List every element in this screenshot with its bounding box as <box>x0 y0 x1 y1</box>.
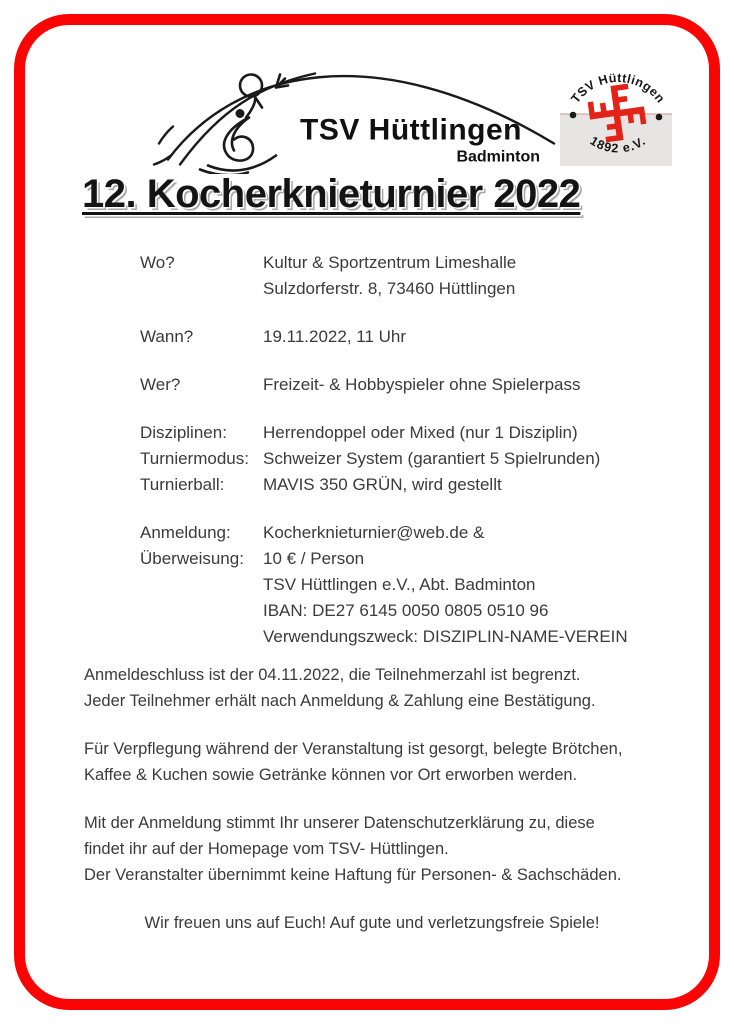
closing-line: Wir freuen uns auf Euch! Auf gute und verletzungsfreie Spiele! <box>144 914 600 932</box>
info-row <box>140 250 628 276</box>
paragraph-line: Der Veranstalter übernimmt keine Haftung für Personen- & Sachschäden. <box>84 866 622 884</box>
info-value: MAVIS 350 GRÜN, wird gestellt <box>263 475 502 494</box>
info-label <box>140 276 263 302</box>
info-row <box>140 276 628 302</box>
info-value: Sulzdorferstr. 8, 73460 Hüttlingen <box>263 279 516 298</box>
info-label <box>140 624 263 650</box>
badge-arc-bottom-text: 1892 e.V. <box>587 133 649 156</box>
info-value: 10 € / Person <box>263 549 365 568</box>
info-group-wer <box>140 372 628 398</box>
info-row <box>140 598 628 624</box>
club-badge-icon <box>556 50 680 176</box>
info-group-wann <box>140 324 628 350</box>
info-label: Anmeldung: <box>140 523 231 542</box>
info-row <box>140 446 628 472</box>
info-label: Disziplinen: <box>140 423 227 442</box>
paragraph-line: Jeder Teilnehmer erhält nach Anmeldung & Zahlung eine Bestätigung. <box>84 692 596 710</box>
player-icon <box>200 75 288 175</box>
info-row <box>140 520 628 546</box>
body-paragraphs <box>84 662 660 936</box>
info-value: Freizeit- & Hobbyspieler ohne Spielerpass <box>263 375 581 394</box>
info-row <box>140 546 628 572</box>
info-value: Verwendungszweck: DISZIPLIN-NAME-VEREIN <box>263 627 628 646</box>
info-label: Überweisung: <box>140 549 244 568</box>
logo-club-name: TSV Hüttlingen <box>300 113 522 147</box>
badge-dot-left <box>570 112 577 119</box>
info-value: 19.11.2022, 11 Uhr <box>263 327 407 346</box>
info-value: Kultur & Sportzentrum Limeshalle <box>263 253 517 272</box>
email-text: Kocherknieturnier@web.de & <box>263 523 485 542</box>
info-group-turnier <box>140 420 628 498</box>
page-title: 12. Kocherknieturnier 2022 <box>82 172 581 216</box>
paragraph-privacy <box>84 810 660 888</box>
logo-department: Badminton <box>456 148 540 166</box>
info-row <box>140 324 628 350</box>
info-label: Turnierball: <box>140 475 225 494</box>
paragraph-deadline <box>84 662 660 714</box>
info-row <box>140 472 628 498</box>
paragraph-catering <box>84 736 660 788</box>
info-group-wo <box>140 250 628 302</box>
info-label <box>140 598 263 624</box>
info-label <box>140 572 263 598</box>
badminton-player-logo <box>150 46 570 174</box>
paragraph-line: Kaffee & Kuchen sowie Getränke können vor Ort erworben werden. <box>84 766 578 784</box>
badge-arc-top-text: TSV Hüttlingen <box>568 70 668 106</box>
info-label: Wo? <box>140 253 175 272</box>
info-row <box>140 624 628 650</box>
paragraph-line: Anmeldeschluss ist der 04.11.2022, die Teilnehmerzahl ist begrenzt. <box>84 666 581 684</box>
info-row <box>140 572 628 598</box>
info-block <box>140 250 628 672</box>
info-label: Wann? <box>140 327 194 346</box>
paragraph-line: findet ihr auf der Homepage vom TSV- Hüttlingen. <box>84 840 449 858</box>
info-value: Herrendoppel oder Mixed (nur 1 Disziplin) <box>263 423 578 442</box>
paragraph-line: Für Verpflegung während der Veranstaltung ist gesorgt, belegte Brötchen, <box>84 740 623 758</box>
iban-text: IBAN: DE27 6145 0050 0805 0510 96 <box>263 601 549 620</box>
info-group-anmeldung <box>140 520 628 650</box>
paragraph-line: Mit der Anmeldung stimmt Ihr unserer Datenschutzerklärung zu, diese <box>84 814 595 832</box>
badge-dot-right <box>656 114 663 121</box>
info-row <box>140 372 628 398</box>
info-label: Wer? <box>140 375 181 394</box>
info-row <box>140 420 628 446</box>
info-label: Turniermodus: <box>140 449 249 468</box>
info-value: Schweizer System (garantiert 5 Spielrunden) <box>263 449 601 468</box>
info-value: TSV Hüttlingen e.V., Abt. Badminton <box>263 575 536 594</box>
